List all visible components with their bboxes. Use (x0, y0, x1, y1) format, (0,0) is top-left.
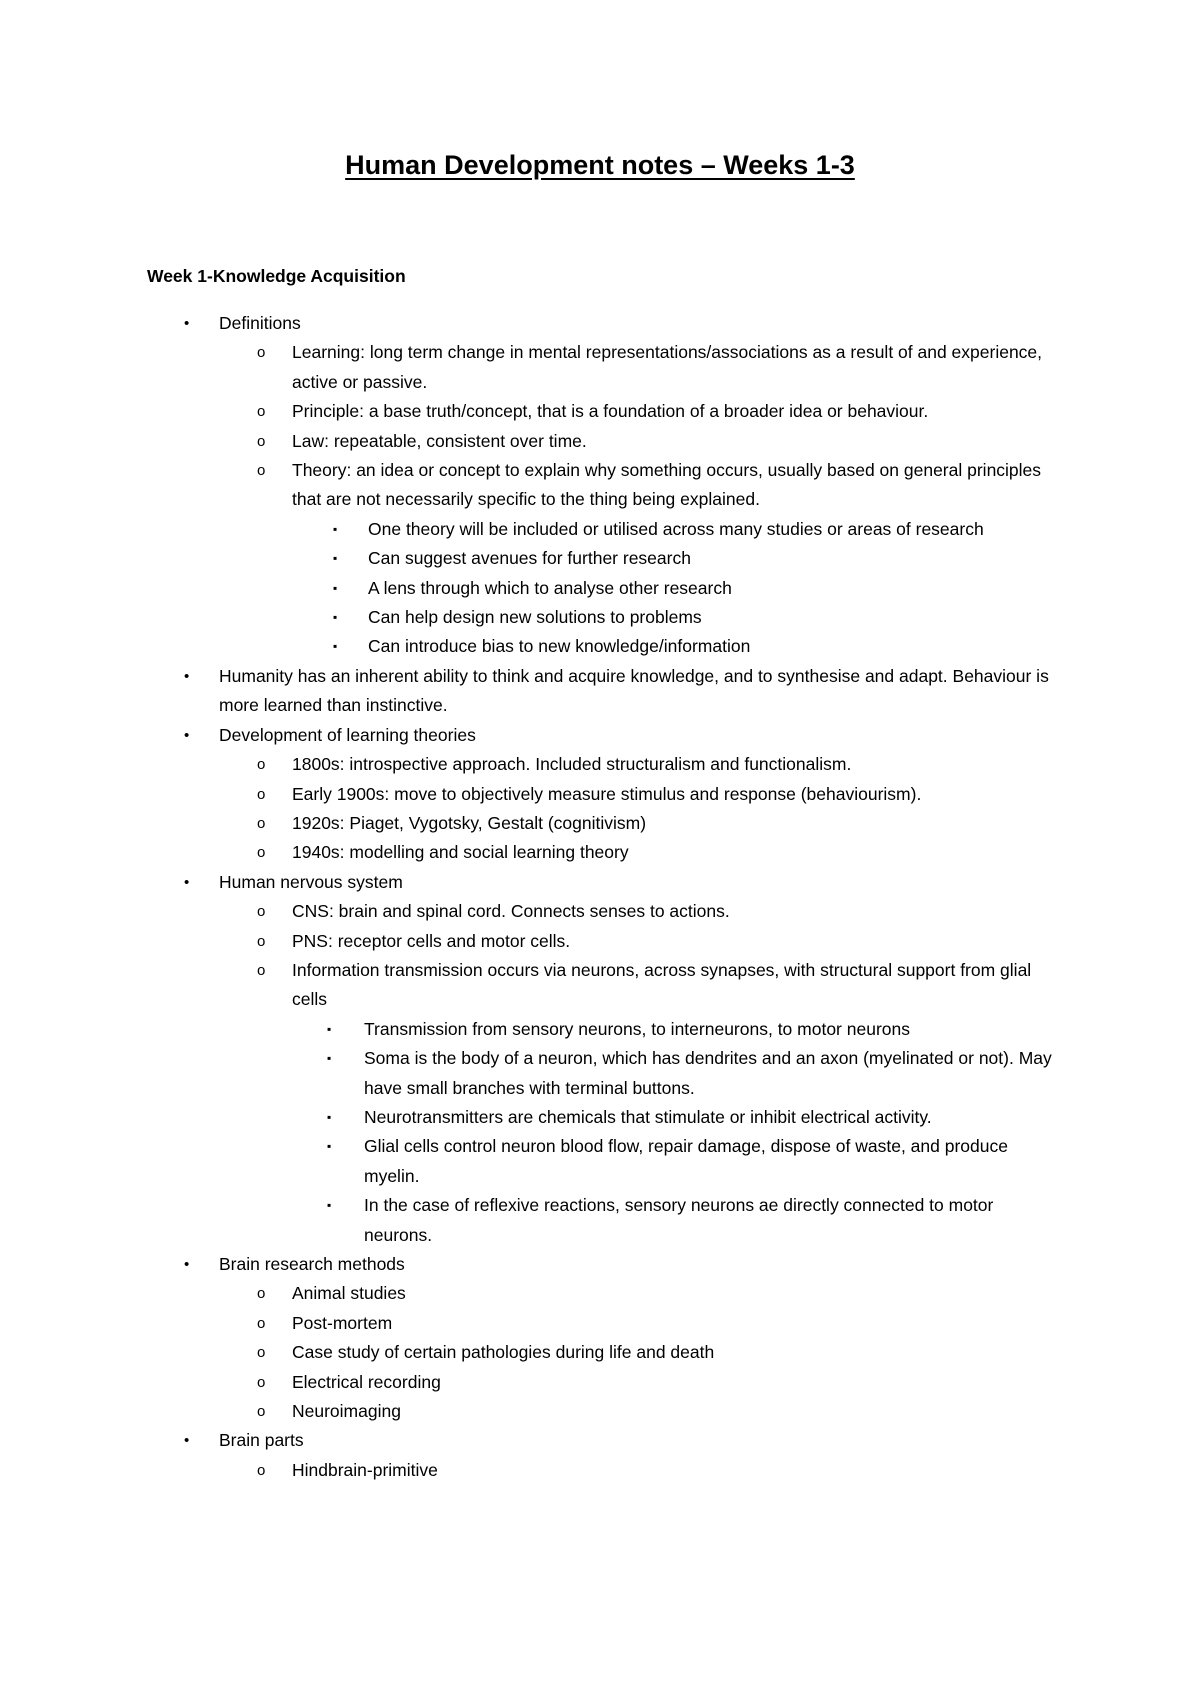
list-item (0, 1044, 1200, 1103)
list-item (0, 956, 1200, 1015)
list-item (0, 897, 1200, 926)
list-item-text: 1940s: modelling and social learning theory (292, 842, 629, 863)
list-item-text: Brain research methods (219, 1254, 405, 1274)
list-item (0, 1397, 1200, 1426)
square-bullet-icon: ▪ (333, 521, 338, 536)
list-item (0, 662, 1200, 721)
list-item-text: Human nervous system (219, 871, 403, 892)
list-item-text: Law: repeatable, consistent over time. (292, 430, 587, 451)
list-item (0, 809, 1200, 838)
circle-bullet-icon: o (257, 1373, 266, 1391)
list-item-text: Information transmission occurs via neurons, across synapses, with structural support from glial cells (292, 959, 1032, 1010)
list-item-text: Humanity has an inherent ability to think and acquire knowledge, and to synthesise and adapt. Behaviour is more learned than instinctive. (219, 665, 1049, 716)
list-item-text: Hindbrain-primitive (292, 1459, 438, 1480)
document-title: Human Development notes – Weeks 1-3 (345, 150, 855, 180)
list-item (0, 1338, 1200, 1367)
list-item-text: 1920s: Piaget, Vygotsky, Gestalt (cognitivism) (292, 812, 647, 833)
list-item (0, 780, 1200, 809)
circle-bullet-icon: o (257, 1314, 266, 1332)
notes-list (0, 309, 1200, 1485)
list-item-text: Neuroimaging (292, 1401, 401, 1422)
square-bullet-icon: ▪ (327, 1021, 332, 1036)
circle-bullet-icon: o (257, 1344, 266, 1362)
list-item-text: Early 1900s: move to objectively measure stimulus and response (behaviourism). (292, 783, 922, 804)
square-bullet-icon: ▪ (333, 639, 338, 654)
list-item (0, 1426, 1200, 1455)
circle-bullet-icon: o (257, 344, 266, 362)
circle-bullet-icon: o (257, 961, 266, 979)
list-item-text: PNS: receptor cells and motor cells. (292, 930, 571, 951)
list-item-text: Can introduce bias to new knowledge/information (368, 636, 751, 657)
list-item (0, 427, 1200, 456)
list-item (0, 309, 1200, 338)
list-item (0, 515, 1200, 544)
list-item (0, 1368, 1200, 1397)
list-item-text: In the case of reflexive reactions, sensory neurons ae directly connected to motor neurons. (364, 1195, 994, 1245)
bullet-icon: • (184, 315, 190, 332)
list-item-text: Soma is the body of a neuron, which has dendrites and an axon (myelinated or not). May have small branches with terminal buttons. (364, 1048, 1052, 1098)
list-item (0, 1279, 1200, 1308)
square-bullet-icon: ▪ (333, 580, 338, 595)
list-item-text: Neurotransmitters are chemicals that stimulate or inhibit electrical activity. (364, 1106, 932, 1127)
list-item-text: Principle: a base truth/concept, that is a foundation of a broader idea or behaviour. (292, 401, 929, 422)
bullet-icon: • (184, 1432, 190, 1450)
bullet-icon: • (184, 667, 190, 685)
list-item (0, 1250, 1200, 1279)
square-bullet-icon: ▪ (327, 1051, 332, 1066)
list-item (0, 397, 1200, 426)
circle-bullet-icon: o (257, 462, 266, 480)
square-bullet-icon: ▪ (333, 551, 338, 566)
list-item (0, 927, 1200, 956)
list-item (0, 603, 1200, 632)
list-item-text: Electrical recording (292, 1371, 441, 1392)
square-bullet-icon: ▪ (327, 1109, 332, 1124)
circle-bullet-icon: o (257, 932, 266, 950)
list-item-text: Development of learning theories (219, 724, 476, 745)
list-item-text: Glial cells control neuron blood flow, repair damage, dispose of waste, and produce myelin. (364, 1136, 1008, 1186)
section-heading: Week 1-Knowledge Acquisition (147, 266, 406, 286)
list-item-text: Brain parts (219, 1430, 304, 1451)
list-item (0, 1456, 1200, 1485)
circle-bullet-icon: o (257, 432, 266, 450)
list-item (0, 338, 1200, 397)
list-item-text: One theory will be included or utilised across many studies or areas of research (368, 518, 984, 539)
list-item (0, 721, 1200, 750)
circle-bullet-icon: o (257, 844, 266, 862)
list-item (0, 574, 1200, 603)
list-item-text: 1800s: introspective approach. Included structuralism and functionalism. (292, 754, 852, 775)
list-item-text: A lens through which to analyse other research (368, 577, 732, 598)
square-bullet-icon: ▪ (327, 1139, 332, 1154)
list-item-text: Theory: an idea or concept to explain why something occurs, usually based on general principles that are not necessarily specific to the thing being explained. (292, 460, 1042, 510)
circle-bullet-icon: o (257, 403, 266, 421)
list-item (0, 1309, 1200, 1338)
list-item (0, 868, 1200, 897)
list-item (0, 1191, 1200, 1250)
bullet-icon: • (184, 873, 190, 891)
list-item-text: Transmission from sensory neurons, to interneurons, to motor neurons (364, 1018, 910, 1039)
circle-bullet-icon: o (257, 1461, 266, 1479)
list-item (0, 838, 1200, 867)
list-item (0, 1015, 1200, 1044)
list-item-text: CNS: brain and spinal cord. Connects senses to actions. (292, 901, 730, 922)
square-bullet-icon: ▪ (327, 1198, 332, 1213)
circle-bullet-icon: o (257, 1403, 266, 1421)
list-item (0, 456, 1200, 515)
list-item-text: Can suggest avenues for further research (368, 548, 691, 569)
list-item-text: Learning: long term change in mental representations/associations as a result of and experience, active or passive. (292, 342, 1043, 392)
bullet-icon: • (184, 726, 190, 744)
list-item (0, 1103, 1200, 1132)
circle-bullet-icon: o (257, 785, 266, 803)
list-item (0, 632, 1200, 661)
list-item-text: Can help design new solutions to problems (368, 607, 702, 628)
circle-bullet-icon: o (257, 903, 266, 921)
list-item-text: Animal studies (292, 1283, 406, 1304)
list-item-text: Definitions (219, 313, 301, 333)
list-item-text: Post-mortem (292, 1312, 393, 1333)
list-item-text: Case study of certain pathologies during life and death (292, 1342, 715, 1363)
list-item (0, 544, 1200, 573)
list-item (0, 1132, 1200, 1191)
circle-bullet-icon: o (257, 814, 266, 832)
list-item (0, 750, 1200, 779)
square-bullet-icon: ▪ (333, 610, 338, 625)
circle-bullet-icon: o (257, 756, 266, 774)
circle-bullet-icon: o (257, 1285, 266, 1303)
bullet-icon: • (184, 1256, 190, 1273)
